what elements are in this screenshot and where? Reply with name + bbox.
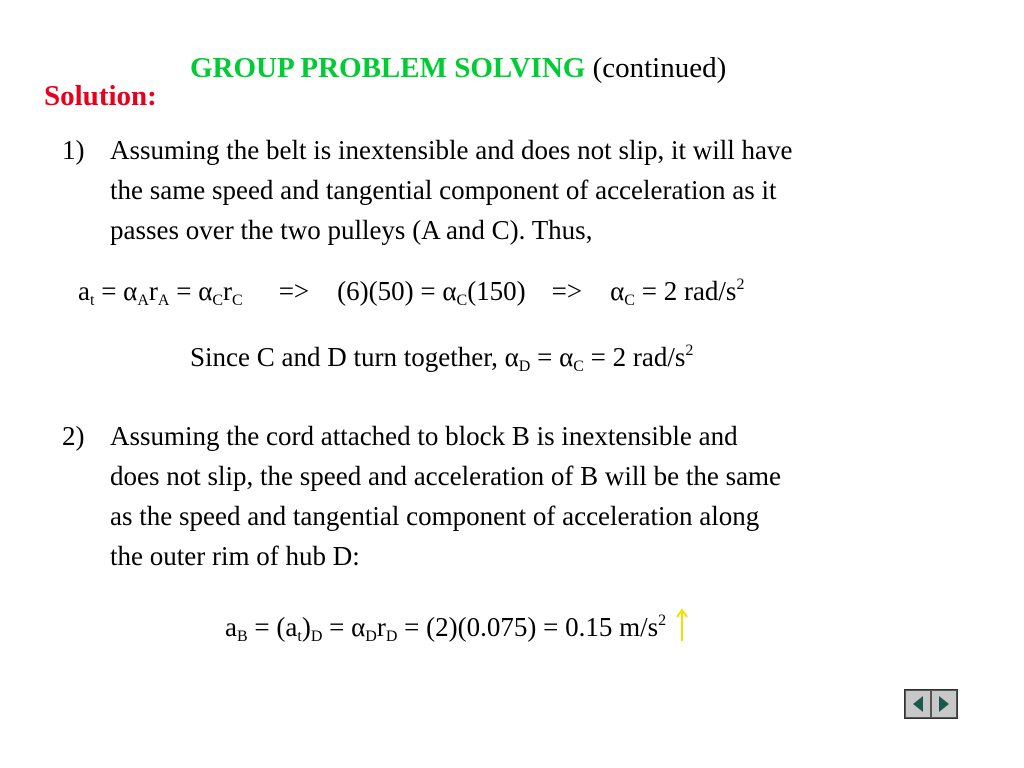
title-continued: (continued) xyxy=(592,52,727,84)
slide-title xyxy=(190,52,726,85)
step2-text xyxy=(110,416,990,576)
step2-line: as the speed and tangential component of acceleration along xyxy=(110,501,760,531)
next-slide-button[interactable] xyxy=(931,690,957,718)
equation-belt-acceleration: $a_t = \alpha_Ar_A = \alpha_Cr_C => (6)(50) = \alpha_C(150) => \alpha_C = 2$ rad/$s^2$ xyxy=(78,276,745,309)
equation-block-b-acceleration: $a_B = (a_t)_D = \alpha_Dr_D = (2)(0.075) = 0.15$ $m/s^2$ xyxy=(225,608,690,643)
title-main: GROUP PROBLEM SOLVING xyxy=(190,52,586,84)
step1-line: Assuming the belt is inextensible and does not slip, it will have xyxy=(110,135,793,165)
step2-line: does not slip, the speed and acceleration of B will be the same xyxy=(110,461,782,491)
step1-line: the same speed and tangential component of acceleration as it xyxy=(110,175,777,205)
step2-number: 2) xyxy=(62,421,85,451)
step2-line: Assuming the cord attached to block B is inextensible and xyxy=(110,421,738,451)
left-triangle-icon xyxy=(910,694,926,714)
up-arrow-icon xyxy=(674,608,690,642)
solution-label: Solution: xyxy=(44,80,157,112)
right-triangle-icon xyxy=(936,694,952,714)
step1-number: 1) xyxy=(62,135,85,165)
slide-navigation xyxy=(904,689,958,719)
previous-slide-button[interactable] xyxy=(905,690,931,718)
equation-d-equals-c: Since C and D turn together, $\alpha_D = \alpha_C = 2$ rad/$s^2$ xyxy=(190,342,694,375)
step1-line: passes over the two pulleys (A and C). Thus, xyxy=(110,215,593,245)
step2-line: the outer rim of hub D: xyxy=(110,541,360,571)
step1-text xyxy=(110,130,990,250)
